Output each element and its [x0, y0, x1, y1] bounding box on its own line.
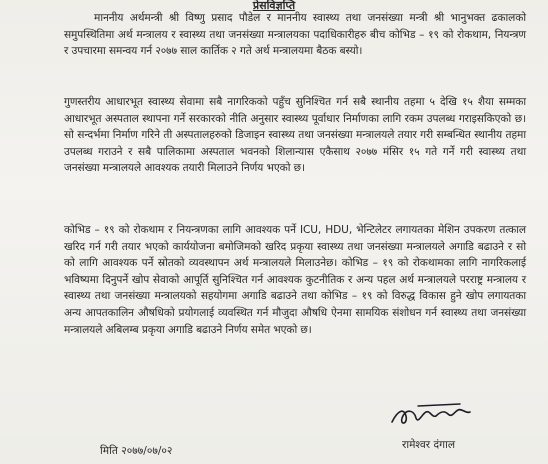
title-text: प्रेसविज्ञप्ति [252, 0, 296, 12]
paragraph-hospitals: गुणस्तरीय आधारभूत स्वास्थ्य सेवामा सबै नागरिकको पहुँच सुनिश्चित गर्न सबै स्थानीय तहमा ५ देखि १५ शैया सम्मका आधारभूत अस्पताल स्थापना गर्ने सरकारको नीति अनुसार स्वास्थ्य पूर्वाधार निर्माणका लागि रकम उपलब्ध गराइसकिएको छ। सो सन्दर्भमा निर्माण गरिने ती अस्पतालहरुको डिजाइन स्वास्थ्य तथा जनसंख्या मन्त्रालयले तयार गरी सम्बन्धित स्थानीय तहमा उपलब्ध गराउने र सबै पालिकामा अस्पताल भवनको शिलान्यास एकैसाथ २०७७ मंसिर १५ गते गर्ने गरी स्वास्थ्य तथा जनसंख्या मन्त्रालयले आवश्यक तयारी मिलाउने निर्णय भएको छ। [64, 96, 526, 175]
signer-name: रामेश्वर दंगाल [402, 439, 456, 451]
paragraph-covid-equipment: कोभिड – १९ को रोकथाम र नियन्त्रणका लागि आवश्यक पर्ने ICU, HDU, भेन्टिलेटर लगायतका मेशिन उपकरण तत्काल खरिद गर्न गरी तयार भएको कार्ययोजना बमोजिमको खरिद प्रकृया स्वास्थ्य तथा जनसंख्या मन्त्रालयले अगाडि बढाउने र सो को लागि आवश्यक पर्ने स्रोतको व्यवस्थापन अर्थ मन्त्रालयले मिलाउनेछ। कोभिड – १९ को रोकथामका लागि नागरिकलाई भविष्यमा दिनुपर्ने खोप सेवाको आपूर्ति सुनिश्चित गर्न आवश्यक कुटनीतिक र अन्य पहल अर्थ मन्त्रालयले परराष्ट्र मन्त्रालय र स्वास्थ्य तथा जनसंख्या मन्त्रालयको सहयोगमा अगाडि बढाउने तथा कोभिड – १९ को विरुद्ध विकास हुने खोप लगायतका अन्य आपतकालिन औषधिको प्रयोगलाई व्यवस्थित गर्न मौजुदा औषधि ऐनमा सामयिक संशोधन गर्न स्वास्थ्य तथा जनसंख्या मन्त्रालयले अबिलम्ब प्रकृया अगाडि बढाउने निर्णय समेत भएको छ। [64, 224, 526, 336]
handwritten-signature [388, 400, 488, 434]
paragraph-meeting: माननीय अर्थमन्त्री श्री विष्णु प्रसाद पौडेल र माननीय स्वास्थ्य तथा जनसंख्या मन्त्री श्री भानुभक्त ढकालको समुपस्थितिमा अर्थ मन्त्रालय र स्वास्थ्य तथा जनसंख्या मन्त्रालयका पदाधिकारीहरु बीच कोभिड – १९ को रोकथाम, नियन्त्रण र उपचारमा समन्वय गर्न २०७७ साल कार्तिक २ गते अर्थ मन्त्रालयमा बैठक बस्यो। [64, 12, 526, 58]
document-date: मिति २०७७/०७/०२ [100, 445, 173, 457]
